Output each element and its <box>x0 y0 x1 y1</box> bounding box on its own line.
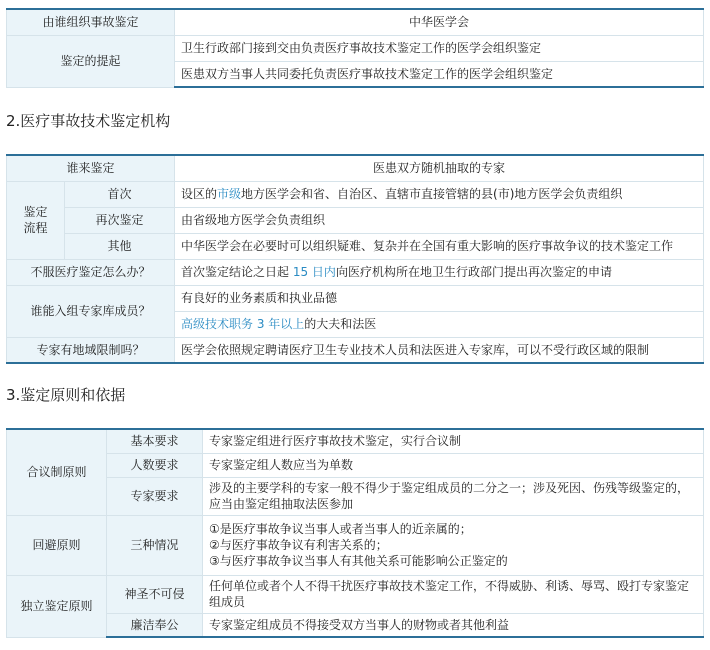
case-3: ③与医疗事故争议当事人有其他关系可能影响公正鉴定的 <box>209 554 508 568</box>
members-line-2: 高级技术职务 3 年以上的大夫和法医 <box>175 311 704 337</box>
expert-req-label: 专家要求 <box>107 477 203 515</box>
integrity-label: 廉洁奉公 <box>107 613 203 637</box>
region-text: 医学会依照规定聘请医疗卫生专业技术人员和法医进入专家库，可以不受行政区域的限制 <box>175 337 704 363</box>
recusal-label: 回避原则 <box>7 515 107 575</box>
integrity-text: 专家鉴定组成员不得接受双方当事人的财物或者其他利益 <box>203 613 704 637</box>
process-label: 鉴定 流程 <box>7 181 65 259</box>
highlight-text: 高级技术职务 3 年以上 <box>181 317 305 331</box>
appeal-label: 不服医疗鉴定怎么办？ <box>7 259 175 285</box>
count-req-label: 人数要求 <box>107 453 203 477</box>
members-line-1: 有良好的业务素质和执业品德 <box>175 285 704 311</box>
institution-table <box>6 154 704 364</box>
initiation-label: 鉴定的提起 <box>7 35 175 87</box>
principles-table <box>6 428 704 638</box>
region-label: 专家有地域限制吗？ <box>7 337 175 363</box>
section-2-title: 2.医疗事故技术鉴定机构 <box>6 112 171 130</box>
expert-req-text: 涉及的主要学科的专家一般不得少于鉴定组成员的二分之一；涉及死因、伤残等级鉴定的，应当由鉴定组抽取法医参加 <box>203 477 704 515</box>
initiation-item-1: 卫生行政部门接到交由负责医疗事故技术鉴定工作的医学会组织鉴定 <box>175 35 704 61</box>
case-2: ②与医疗事故争议有利害关系的； <box>209 538 388 552</box>
process-other-text: 中华医学会在必要时可以组织疑难、复杂并在全国有重大影响的医疗事故争议的技术鉴定工作 <box>175 233 704 259</box>
three-cases-label: 三种情况 <box>107 515 203 575</box>
case-1: ①是医疗事故争议当事人或者当事人的近亲属的； <box>209 522 472 536</box>
members-label: 谁能入组专家库成员？ <box>7 285 175 337</box>
collegial-label: 合议制原则 <box>7 429 107 515</box>
process-first-label: 首次 <box>65 181 175 207</box>
organizer-value: 中华医学会 <box>175 9 704 35</box>
count-req-text: 专家鉴定组人数应当为单数 <box>203 453 704 477</box>
inviolable-text: 任何单位或者个人不得干扰医疗事故技术鉴定工作，不得威胁、利诱、辱骂、殴打专家鉴定组成员 <box>203 575 704 613</box>
process-first-text: 设区的市级地方医学会和省、自治区、直辖市直接管辖的县(市)地方医学会负责组织 <box>175 181 704 207</box>
who-label: 谁来鉴定 <box>7 155 175 181</box>
organizer-table <box>6 8 704 88</box>
section-3-title: 3.鉴定原则和依据 <box>6 386 126 404</box>
appeal-text: 首次鉴定结论之日起 15 日内向医疗机构所在地卫生行政部门提出再次鉴定的申请 <box>175 259 704 285</box>
initiation-item-2: 医患双方当事人共同委托负责医疗事故技术鉴定工作的医学会组织鉴定 <box>175 61 704 87</box>
inviolable-label: 神圣不可侵 <box>107 575 203 613</box>
independence-label: 独立鉴定原则 <box>7 575 107 637</box>
process-other-label: 其他 <box>65 233 175 259</box>
highlight-text: 市级 <box>217 187 242 201</box>
who-value: 医患双方随机抽取的专家 <box>175 155 704 181</box>
three-cases-text <box>203 515 704 575</box>
basic-req-text: 专家鉴定组进行医疗事故技术鉴定，实行合议制 <box>203 429 704 453</box>
basic-req-label: 基本要求 <box>107 429 203 453</box>
process-second-label: 再次鉴定 <box>65 207 175 233</box>
process-second-text: 由省级地方医学会负责组织 <box>175 207 704 233</box>
highlight-text: 15 日内 <box>292 265 336 279</box>
organizer-label: 由谁组织事故鉴定 <box>7 9 175 35</box>
